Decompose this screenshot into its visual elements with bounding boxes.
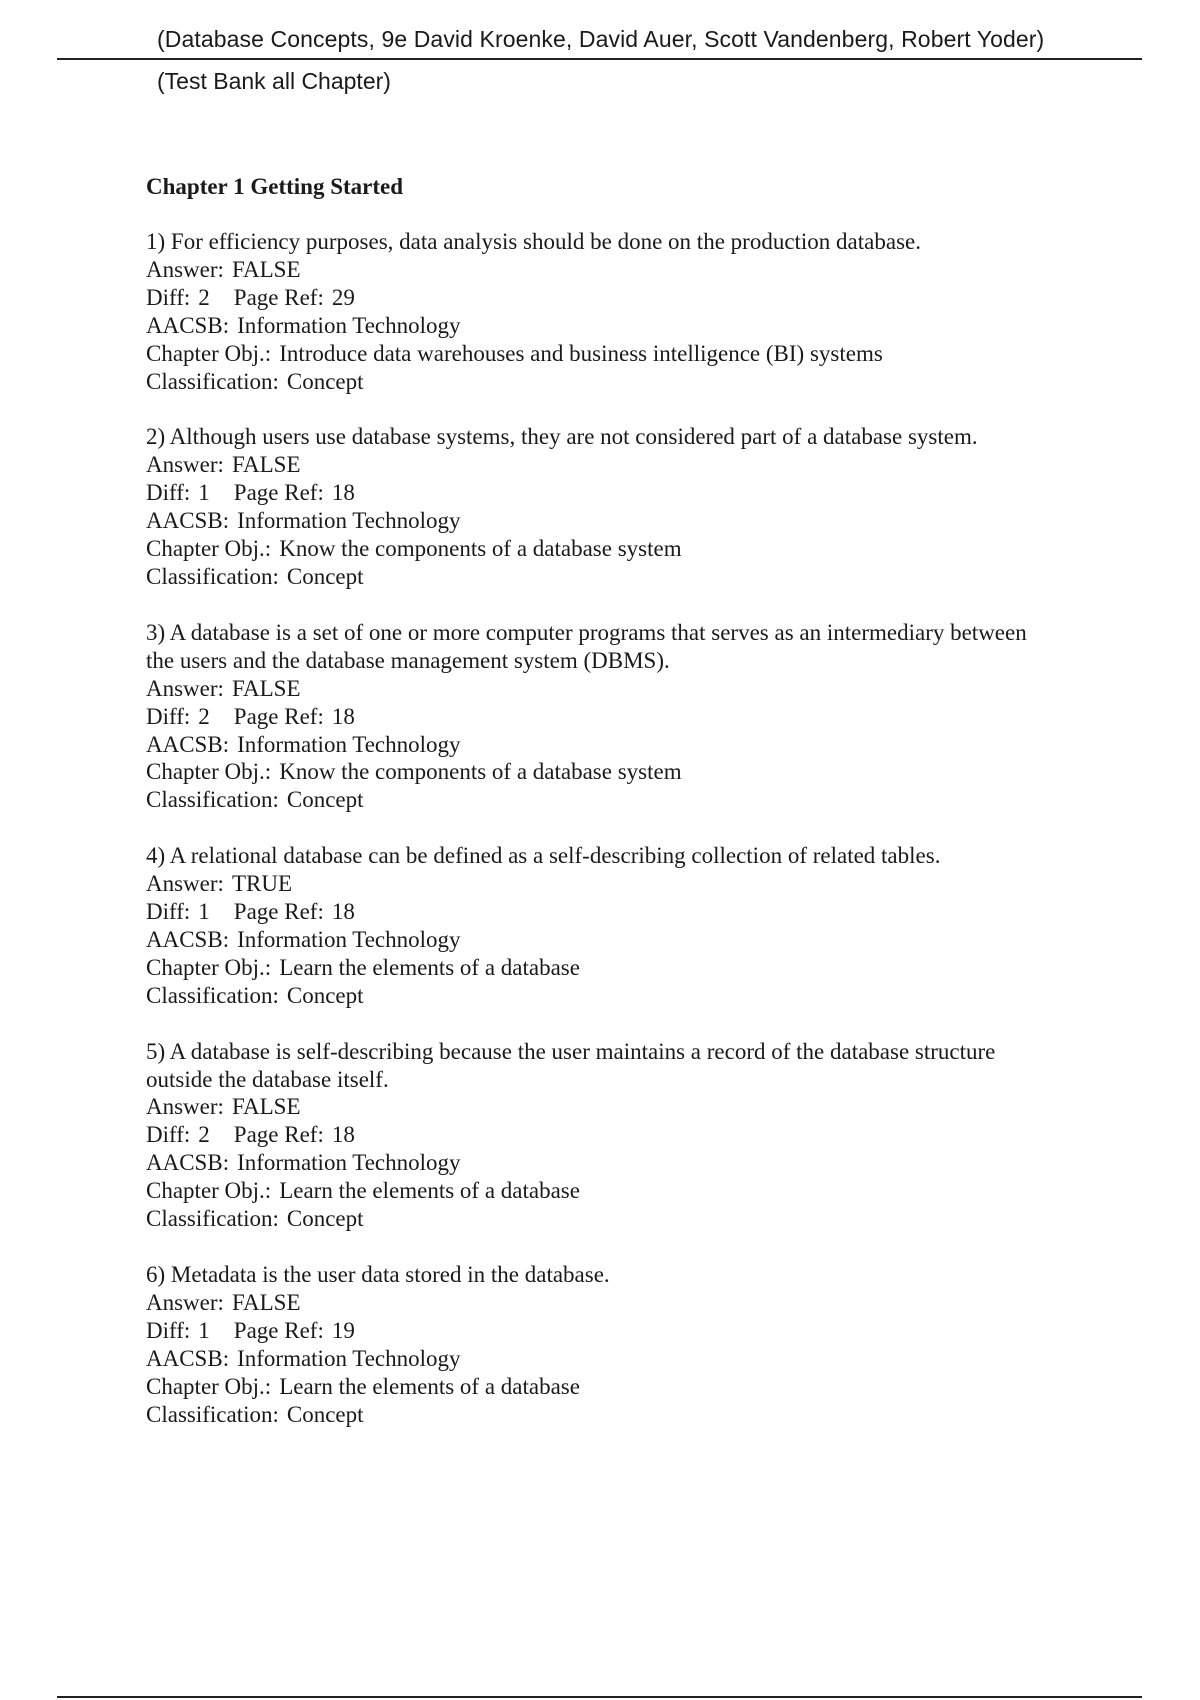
footer-rule	[57, 1696, 1142, 1698]
classification-line	[146, 368, 1106, 396]
difficulty-line	[146, 479, 1106, 507]
question-text-line: 4) A relational database can be defined as a self-describing collection of related tables.	[146, 843, 941, 869]
chapter-obj-line-label: Chapter Obj.:	[146, 759, 272, 785]
answer-line-label: Answer:	[146, 871, 224, 897]
classification-line-value: Concept	[286, 1401, 364, 1427]
page-ref-value: 19	[331, 1317, 355, 1343]
difficulty-label: Diff:	[146, 703, 191, 729]
aacsb-line-value: Information Technology	[237, 731, 461, 757]
question-text-line: the users and the database management system (DBMS).	[146, 647, 670, 673]
chapter-obj-line	[146, 340, 1106, 368]
answer-line-label: Answer:	[146, 256, 224, 282]
aacsb-line-label: AACSB:	[146, 731, 230, 757]
difficulty-line	[146, 703, 1106, 731]
classification-line-label: Classification:	[146, 787, 279, 813]
page-ref-value: 18	[331, 480, 355, 506]
chapter-obj-line-value: Learn the elements of a database	[279, 1178, 580, 1204]
answer-line-label: Answer:	[146, 1094, 224, 1120]
chapter-obj-line-value: Learn the elements of a database	[279, 1373, 580, 1399]
page-header	[57, 0, 1142, 60]
difficulty-label: Diff:	[146, 1317, 191, 1343]
classification-line-label: Classification:	[146, 563, 279, 589]
page-ref-value: 29	[331, 284, 355, 310]
difficulty-value: 2	[198, 1122, 210, 1148]
chapter-obj-line	[146, 954, 1106, 982]
page-ref-value: 18	[331, 703, 355, 729]
chapter-title: Chapter 1 Getting Started	[146, 174, 404, 199]
page-ref-label: Page Ref:	[233, 1317, 324, 1343]
difficulty-label: Diff:	[146, 1122, 191, 1148]
question-text-line: outside the database itself.	[146, 1066, 389, 1092]
question-text-line: 5) A database is self-describing because the user maintains a record of the database structure	[146, 1038, 996, 1064]
book-citation: (Database Concepts, 9e David Kroenke, David Auer, Scott Vandenberg, Robert Yoder)	[157, 26, 1045, 52]
difficulty-label: Diff:	[146, 480, 191, 506]
question-text-line: 3) A database is a set of one or more computer programs that serves as an intermediary between	[146, 619, 1027, 645]
chapter-obj-line	[146, 1177, 1106, 1205]
aacsb-line-value: Information Technology	[237, 312, 461, 338]
answer-line-value: FALSE	[231, 1094, 301, 1120]
chapter-obj-line-value: Introduce data warehouses and business intelligence (BI) systems	[279, 340, 883, 366]
answer-line-value: FALSE	[231, 1289, 301, 1315]
answer-line-value: TRUE	[231, 871, 292, 897]
question-item	[146, 842, 1106, 1009]
question-text	[146, 228, 1106, 256]
page-ref-label: Page Ref:	[233, 703, 324, 729]
chapter-obj-line	[146, 535, 1106, 563]
chapter-obj-line-value: Learn the elements of a database	[279, 954, 580, 980]
aacsb-line	[146, 1149, 1106, 1177]
test-bank-subtitle: (Test Bank all Chapter)	[157, 68, 391, 94]
question-text-line: 6) Metadata is the user data stored in the database.	[146, 1262, 610, 1287]
aacsb-line	[146, 731, 1106, 759]
page-ref-value: 18	[331, 899, 355, 925]
difficulty-line	[146, 284, 1106, 312]
question-text	[146, 842, 1106, 870]
answer-line-value: FALSE	[231, 256, 301, 282]
question-item	[146, 228, 1106, 395]
answer-line-value: FALSE	[231, 675, 301, 701]
question-text-line: 2) Although users use database systems, they are not considered part of a database system.	[146, 424, 978, 450]
classification-line	[146, 1401, 1106, 1429]
aacsb-line-value: Information Technology	[237, 1345, 461, 1371]
question-text	[146, 1261, 1106, 1289]
aacsb-line-label: AACSB:	[146, 312, 230, 338]
answer-line	[146, 451, 1106, 479]
aacsb-line	[146, 926, 1106, 954]
difficulty-value: 1	[198, 899, 210, 925]
chapter-obj-line-label: Chapter Obj.:	[146, 340, 272, 366]
question-item	[146, 619, 1106, 814]
classification-line-value: Concept	[286, 368, 364, 394]
classification-line-value: Concept	[286, 563, 364, 589]
page-ref-label: Page Ref:	[233, 899, 324, 925]
difficulty-value: 2	[198, 703, 210, 729]
classification-line-value: Concept	[286, 982, 364, 1008]
question-item	[146, 1261, 1106, 1428]
difficulty-value: 1	[198, 480, 210, 506]
chapter-obj-line-label: Chapter Obj.:	[146, 1373, 272, 1399]
classification-line-value: Concept	[286, 787, 364, 813]
aacsb-line-value: Information Technology	[237, 508, 461, 534]
aacsb-line-value: Information Technology	[237, 926, 461, 952]
answer-line	[146, 870, 1106, 898]
classification-line	[146, 786, 1106, 814]
page-ref-label: Page Ref:	[233, 1122, 324, 1148]
aacsb-line-label: AACSB:	[146, 1150, 230, 1176]
page-ref-value: 18	[331, 1122, 355, 1148]
question-item	[146, 1038, 1106, 1233]
aacsb-line-label: AACSB:	[146, 926, 230, 952]
chapter-obj-line-label: Chapter Obj.:	[146, 954, 272, 980]
classification-line	[146, 563, 1106, 591]
difficulty-line	[146, 1121, 1106, 1149]
classification-line	[146, 982, 1106, 1010]
aacsb-line-label: AACSB:	[146, 508, 230, 534]
difficulty-value: 2	[198, 284, 210, 310]
classification-line	[146, 1205, 1106, 1233]
question-text	[146, 423, 1106, 451]
answer-line-label: Answer:	[146, 675, 224, 701]
answer-line-label: Answer:	[146, 1289, 224, 1315]
difficulty-value: 1	[198, 1317, 210, 1343]
question-list	[146, 228, 1106, 1456]
page-ref-label: Page Ref:	[233, 284, 324, 310]
answer-line	[146, 1093, 1106, 1121]
answer-line	[146, 1289, 1106, 1317]
chapter-obj-line-value: Know the components of a database system	[279, 759, 682, 785]
difficulty-line	[146, 1317, 1106, 1345]
question-text	[146, 619, 1106, 675]
difficulty-label: Diff:	[146, 899, 191, 925]
answer-line	[146, 675, 1106, 703]
aacsb-line-value: Information Technology	[237, 1150, 461, 1176]
aacsb-line	[146, 507, 1106, 535]
question-item	[146, 423, 1106, 590]
question-text-line: 1) For efficiency purposes, data analysis should be done on the production database.	[146, 229, 921, 254]
chapter-obj-line-label: Chapter Obj.:	[146, 1178, 272, 1204]
answer-line-label: Answer:	[146, 452, 224, 478]
classification-line-label: Classification:	[146, 368, 279, 394]
question-text	[146, 1038, 1106, 1094]
chapter-obj-line-value: Know the components of a database system	[279, 536, 682, 562]
chapter-obj-line	[146, 758, 1106, 786]
answer-line-value: FALSE	[231, 452, 301, 478]
classification-line-value: Concept	[286, 1206, 364, 1232]
difficulty-line	[146, 898, 1106, 926]
answer-line	[146, 256, 1106, 284]
classification-line-label: Classification:	[146, 1206, 279, 1232]
aacsb-line-label: AACSB:	[146, 1345, 230, 1371]
chapter-obj-line-label: Chapter Obj.:	[146, 536, 272, 562]
aacsb-line	[146, 1345, 1106, 1373]
page-ref-label: Page Ref:	[233, 480, 324, 506]
classification-line-label: Classification:	[146, 982, 279, 1008]
difficulty-label: Diff:	[146, 284, 191, 310]
classification-line-label: Classification:	[146, 1401, 279, 1427]
aacsb-line	[146, 312, 1106, 340]
chapter-obj-line	[146, 1373, 1106, 1401]
